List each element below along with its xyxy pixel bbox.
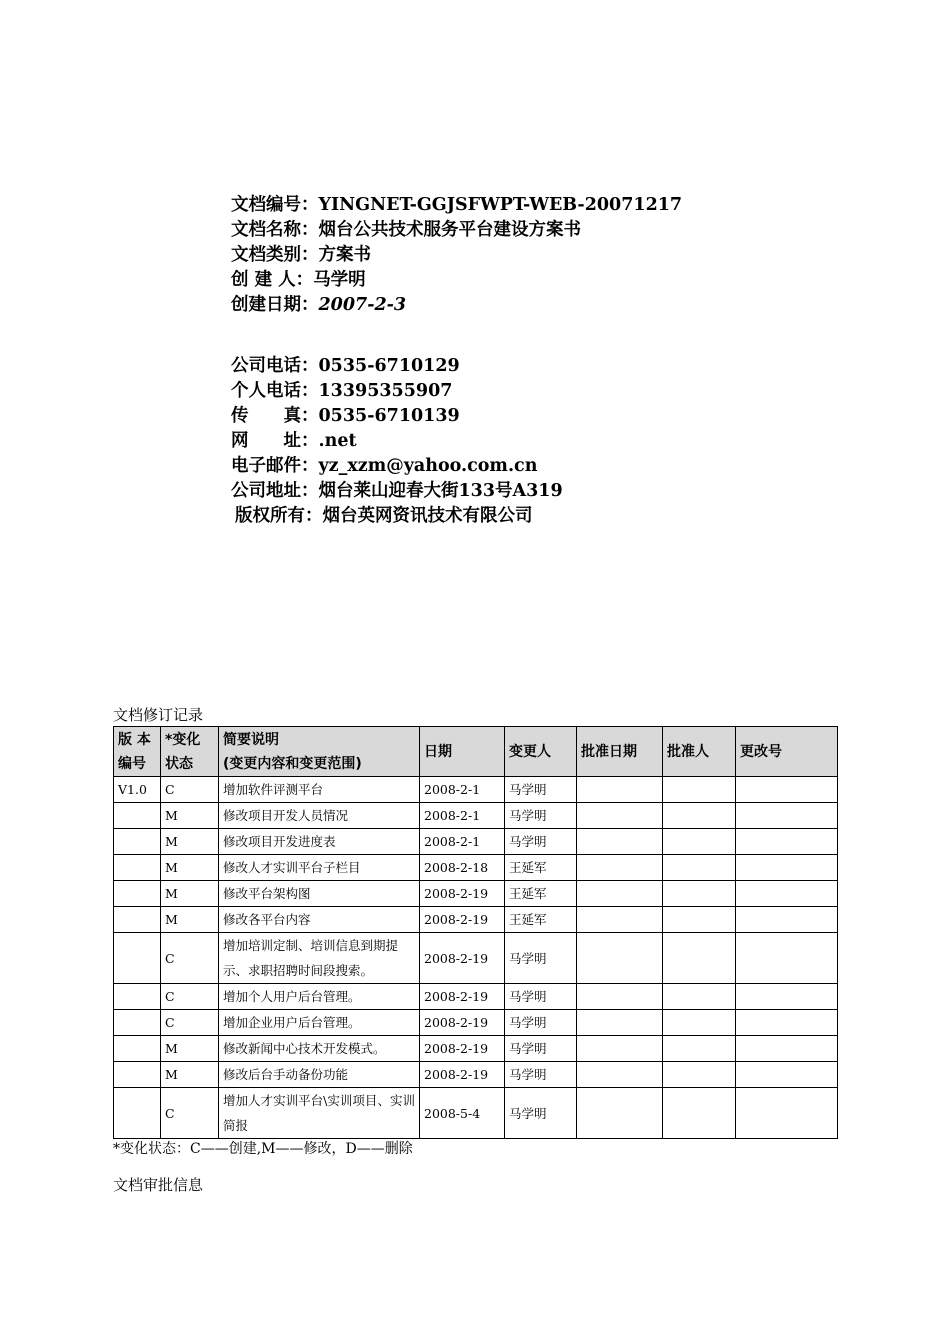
cell-change-no [736,1010,838,1036]
table-row [114,1062,838,1088]
cell-status: M [161,1036,219,1062]
table-row [114,881,838,907]
cell-approver [663,1088,736,1139]
cell-version [114,855,161,881]
cell-changer: 马学明 [505,1088,577,1139]
table-row [114,984,838,1010]
fax-row [231,404,563,429]
cell-date: 2008-2-1 [420,777,505,803]
cell-summary: 增加培训定制、培训信息到期提示、求职招聘时间段搜索。 [219,933,420,984]
cell-approver [663,1062,736,1088]
doc-number-label: 文档编号： [231,195,319,215]
header-version: 版 本 编号 [114,727,161,777]
cell-summary: 增加个人用户后台管理。 [219,984,420,1010]
cell-approve-date [577,933,663,984]
revision-table-body [114,777,838,1139]
cell-status: C [161,984,219,1010]
cell-changer: 马学明 [505,829,577,855]
cell-date: 2008-2-19 [420,1010,505,1036]
cell-change-no [736,933,838,984]
company-phone-value: 0535-6710129 [318,356,460,376]
cell-summary: 修改项目开发人员情况 [219,803,420,829]
status-note: *变化状态：C——创建,M——修改，D——删除 [113,1141,413,1157]
cell-change-no [736,855,838,881]
cell-status: M [161,881,219,907]
header-summary-line2: (变更内容和变更范围) [223,755,362,772]
cell-date: 2008-2-19 [420,907,505,933]
cell-changer: 马学明 [505,1062,577,1088]
cell-summary: 增加人才实训平台\实训项目、实训简报 [219,1088,420,1139]
doc-type-value: 方案书 [318,245,371,265]
cell-summary: 修改新闻中心技术开发模式。 [219,1036,420,1062]
cell-version [114,907,161,933]
table-row [114,1088,838,1139]
website-value: .net [318,431,357,451]
cell-change-no [736,829,838,855]
cell-date: 2008-5-4 [420,1088,505,1139]
cell-approver [663,907,736,933]
cell-changer: 马学明 [505,803,577,829]
cell-approver [663,1036,736,1062]
cell-version [114,1036,161,1062]
cell-approve-date [577,829,663,855]
cell-date: 2008-2-19 [420,933,505,984]
table-row [114,829,838,855]
cell-version [114,1062,161,1088]
cell-version [114,829,161,855]
cell-approve-date [577,881,663,907]
cell-version [114,881,161,907]
cell-change-no [736,1036,838,1062]
cell-date: 2008-2-19 [420,1062,505,1088]
cell-version [114,984,161,1010]
cell-change-no [736,777,838,803]
cell-approve-date [577,984,663,1010]
cell-status: C [161,1088,219,1139]
copyright-value: 烟台英网资讯技术有限公司 [322,506,533,526]
header-summary [219,727,420,777]
cell-changer: 马学明 [505,1036,577,1062]
cell-approver [663,829,736,855]
cell-status: C [161,933,219,984]
website-row [231,429,563,454]
personal-phone-value: 13395355907 [318,381,453,401]
table-row [114,803,838,829]
cell-approver [663,984,736,1010]
header-summary-line1: 简要说明 [223,731,279,748]
table-row [114,933,838,984]
contact-info [231,354,563,529]
cell-summary: 修改项目开发进度表 [219,829,420,855]
header-date: 日期 [420,727,505,777]
cell-summary: 修改平台架构图 [219,881,420,907]
cell-summary: 增加企业用户后台管理。 [219,1010,420,1036]
cell-approve-date [577,855,663,881]
address-value: 烟台莱山迎春大街133号A319 [318,481,563,501]
cell-version [114,803,161,829]
cell-status: M [161,829,219,855]
cell-status: C [161,1010,219,1036]
cell-changer: 马学明 [505,777,577,803]
email-value: yz_xzm@yahoo.com.cn [318,456,538,476]
cell-approve-date [577,777,663,803]
cell-approver [663,1010,736,1036]
doc-date-value: 2007-2-3 [318,295,407,315]
cell-status: M [161,855,219,881]
address-row [231,479,563,504]
table-row [114,907,838,933]
cell-date: 2008-2-1 [420,803,505,829]
cell-approver [663,855,736,881]
cell-version: V1.0 [114,777,161,803]
cell-status: M [161,907,219,933]
doc-date-row [231,293,682,318]
fax-value: 0535-6710139 [318,406,460,426]
doc-name-value: 烟台公共技术服务平台建设方案书 [318,220,581,240]
doc-creator-row [231,268,682,293]
header-changer: 变更人 [505,727,577,777]
table-row [114,855,838,881]
revision-record-title: 文档修订记录 [113,706,204,724]
doc-type-label: 文档类别： [231,245,319,265]
cell-date: 2008-2-19 [420,984,505,1010]
cell-summary: 修改人才实训平台子栏目 [219,855,420,881]
cell-date: 2008-2-19 [420,1036,505,1062]
cell-date: 2008-2-19 [420,881,505,907]
cell-approver [663,803,736,829]
doc-number-value: YINGNET-GGJSFWPT-WEB-20071217 [318,195,683,215]
cell-change-no [736,1062,838,1088]
cell-change-no [736,881,838,907]
cell-change-no [736,907,838,933]
cell-changer: 王延军 [505,907,577,933]
cell-approver [663,777,736,803]
cell-changer: 王延军 [505,881,577,907]
doc-name-row [231,218,682,243]
cell-approve-date [577,803,663,829]
cell-approve-date [577,907,663,933]
revision-header-row [114,727,838,777]
personal-phone-row [231,379,563,404]
cell-summary: 修改后台手动备份功能 [219,1062,420,1088]
header-approver: 批准人 [663,727,736,777]
company-phone-label: 公司电话： [231,356,319,376]
header-change-no: 更改号 [736,727,838,777]
company-phone-row [231,354,563,379]
doc-number-row [231,193,682,218]
fax-label: 传 真： [231,406,319,426]
doc-name-label: 文档名称： [231,220,319,240]
email-label: 电子邮件： [231,456,319,476]
table-row [114,1010,838,1036]
cell-changer: 马学明 [505,984,577,1010]
cell-version [114,1010,161,1036]
cell-approve-date [577,1062,663,1088]
cell-summary: 修改各平台内容 [219,907,420,933]
doc-creator-value: 马学明 [313,270,366,290]
cell-date: 2008-2-1 [420,829,505,855]
cell-change-no [736,803,838,829]
doc-type-row [231,243,682,268]
email-row [231,454,563,479]
address-label: 公司地址： [231,481,319,501]
header-approve-date: 批准日期 [577,727,663,777]
cell-approve-date [577,1036,663,1062]
doc-creator-label: 创 建 人： [231,270,314,290]
cell-changer: 马学明 [505,933,577,984]
copyright-label: 版权所有： [235,506,323,526]
copyright-row [231,504,563,529]
doc-date-label: 创建日期： [231,295,319,315]
cell-approver [663,933,736,984]
cell-status: M [161,1062,219,1088]
cell-date: 2008-2-18 [420,855,505,881]
cell-approve-date [577,1010,663,1036]
table-row [114,777,838,803]
approval-info-title: 文档审批信息 [113,1176,204,1194]
cell-approve-date [577,1088,663,1139]
cell-changer: 王延军 [505,855,577,881]
document-info [231,193,682,318]
cell-version [114,1088,161,1139]
cell-status: M [161,803,219,829]
cell-changer: 马学明 [505,1010,577,1036]
table-row [114,1036,838,1062]
cell-approver [663,881,736,907]
cell-version [114,933,161,984]
website-label: 网 址： [231,431,319,451]
cell-change-no [736,1088,838,1139]
header-status: *变化状态 [161,727,219,777]
revision-table [113,726,838,1139]
personal-phone-label: 个人电话： [231,381,319,401]
cell-status: C [161,777,219,803]
cell-summary: 增加软件评测平台 [219,777,420,803]
cell-change-no [736,984,838,1010]
